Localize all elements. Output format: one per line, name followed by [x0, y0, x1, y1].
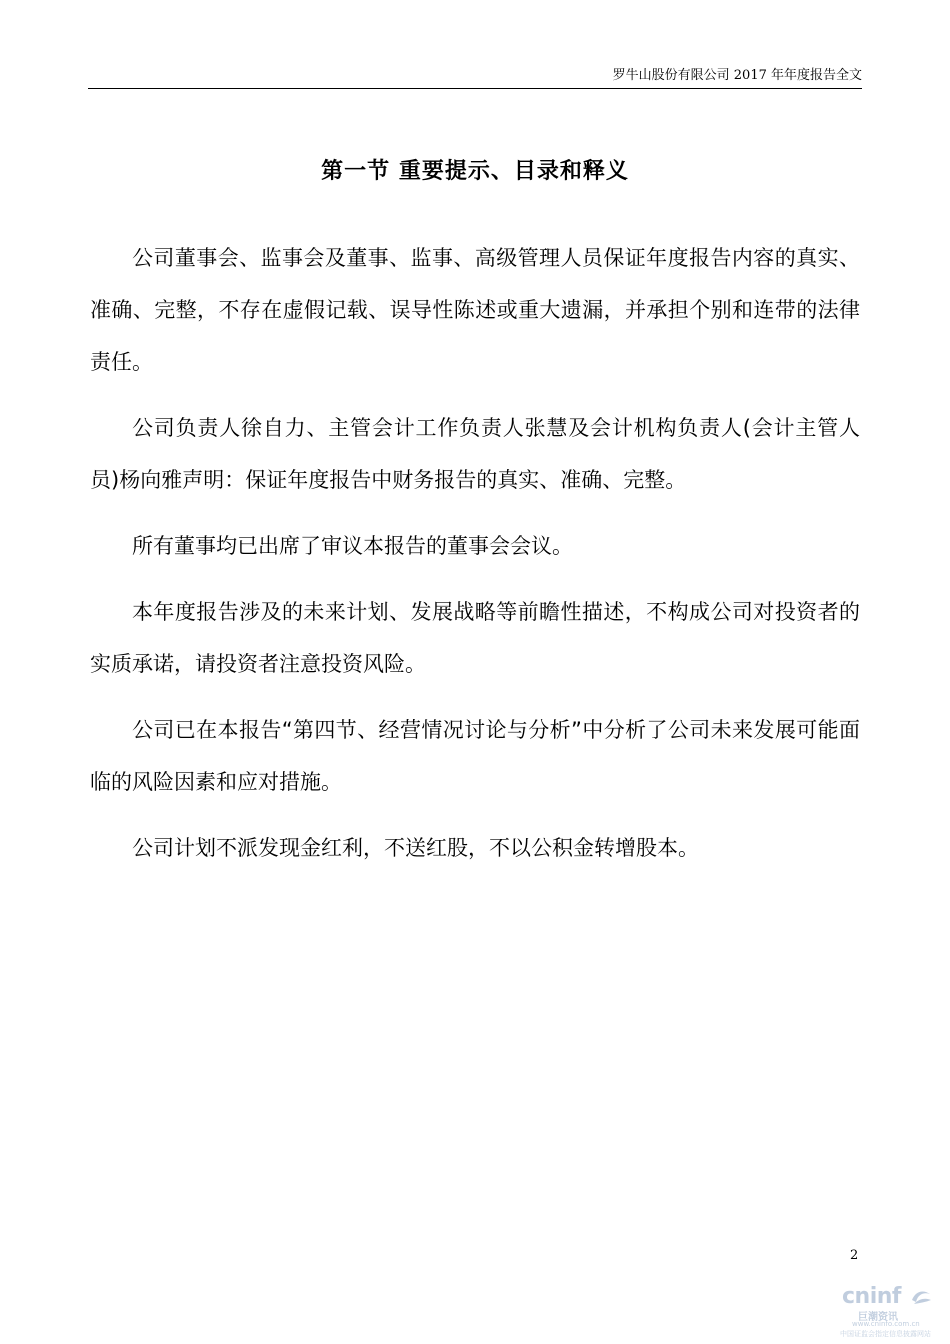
header-divider: [88, 88, 862, 89]
logo-subtitle: 巨潮资讯: [858, 1312, 898, 1323]
paragraph-risk: 公司已在本报告“第四节、经营情况讨论与分析”中分析了公司未来发展可能面临的风险因素和应对措施。: [90, 718, 860, 794]
logo-wordmark: cninf: [842, 1284, 901, 1309]
page-number: 2: [850, 1248, 859, 1263]
paragraph-forward-looking: 本年度报告涉及的未来计划、发展战略等前瞻性描述，不构成公司对投资者的实质承诺，请投资者注意投资风险。: [90, 600, 860, 676]
cninfo-watermark-logo: [836, 1284, 946, 1340]
paragraph-declaration: 公司负责人徐自力、主管会计工作负责人张慧及会计机构负责人(会计主管人员)杨向雅声明：保证年度报告中财务报告的真实、准确、完整。: [90, 416, 860, 492]
paragraph-responsibility: 公司董事会、监事会及董事、监事、高级管理人员保证年度报告内容的真实、准确、完整，不存在虚假记载、误导性陈述或重大遗漏，并承担个别和连带的法律责任。: [90, 246, 860, 374]
logo-footer-text: 中国证监会指定信息披露网站: [840, 1330, 931, 1338]
logo-url: www.cninfo.com.cn: [852, 1320, 920, 1328]
swoosh-icon: [910, 1288, 932, 1306]
document-body: [90, 232, 860, 888]
section-title: 第一节 重要提示、目录和释义: [321, 159, 629, 184]
running-header: 罗牛山股份有限公司 2017 年年度报告全文: [612, 68, 862, 83]
paragraph-dividend: 公司计划不派发现金红利，不送红股，不以公积金转增股本。: [132, 836, 699, 860]
paragraph-attendance: 所有董事均已出席了审议本报告的董事会会议。: [132, 534, 573, 558]
